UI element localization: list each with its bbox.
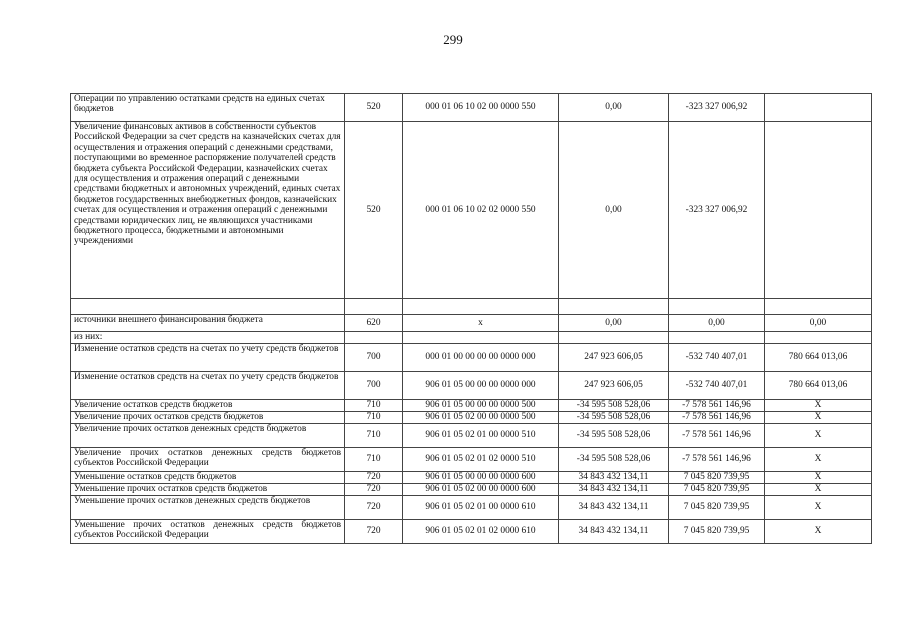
- row-executed-cell: -7 578 561 146,96: [669, 412, 765, 424]
- row-line-code-cell: [345, 299, 403, 315]
- row-line-code-cell: 710: [345, 448, 403, 472]
- table-row: [71, 520, 872, 544]
- row-budget-code-cell: x: [403, 315, 559, 332]
- row-not-executed-cell: X: [765, 400, 872, 412]
- row-name-cell: Увеличение прочих остатков денежных средств бюджетов: [71, 424, 345, 448]
- row-executed-cell: -7 578 561 146,96: [669, 448, 765, 472]
- row-line-code-cell: [345, 332, 403, 344]
- row-approved-cell: -34 595 508 528,06: [559, 412, 669, 424]
- row-executed-cell: -323 327 006,92: [669, 94, 765, 122]
- row-name-cell: Увеличение финансовых активов в собственности субъектов Российской Федерации за счет средств на казначейских счетах для осуществления и отражения операций с денежными средствами, поступающими во временное распоряжение получателей средств бюджета субъекта Российской Федерации, казначейских счетах для осуществления и отражения операций с денежными средствами бюджетных и автономных учреждений, единых счетах бюджетов государственных внебюджетных фондов, казначейских счетах для осуществления и отражения операций с денежными средствами юридических лиц, не являющихся участниками бюджетного процесса, бюджетными и автономными учреждениями: [71, 122, 345, 299]
- row-budget-code-cell: 000 01 06 10 02 02 0000 550: [403, 122, 559, 299]
- row-executed-cell: 7 045 820 739,95: [669, 520, 765, 544]
- row-approved-cell: -34 595 508 528,06: [559, 424, 669, 448]
- row-not-executed-cell: X: [765, 472, 872, 484]
- row-not-executed-cell: 780 664 013,06: [765, 344, 872, 372]
- row-line-code-cell: 520: [345, 94, 403, 122]
- row-line-code-cell: 720: [345, 472, 403, 484]
- row-line-code-cell: 710: [345, 424, 403, 448]
- row-not-executed-cell: X: [765, 448, 872, 472]
- row-budget-code-cell: 906 01 05 00 00 00 0000 600: [403, 472, 559, 484]
- table-row: [71, 484, 872, 496]
- table-body: [71, 94, 872, 544]
- row-executed-cell: -7 578 561 146,96: [669, 400, 765, 412]
- row-line-code-cell: 720: [345, 520, 403, 544]
- row-executed-cell: -323 327 006,92: [669, 122, 765, 299]
- row-budget-code-cell: [403, 332, 559, 344]
- row-line-code-cell: 700: [345, 344, 403, 372]
- row-name-cell: Увеличение прочих остатков денежных средств бюджетов субъектов Российской Федерации: [71, 448, 345, 472]
- row-executed-cell: -7 578 561 146,96: [669, 424, 765, 448]
- row-not-executed-cell: [765, 299, 872, 315]
- row-line-code-cell: 710: [345, 412, 403, 424]
- row-line-code-cell: 700: [345, 372, 403, 400]
- row-budget-code-cell: 906 01 05 02 00 00 0000 600: [403, 484, 559, 496]
- table-row: [71, 94, 872, 122]
- row-not-executed-cell: [765, 94, 872, 122]
- row-budget-code-cell: 906 01 05 00 00 00 0000 500: [403, 400, 559, 412]
- row-name-cell: Уменьшение прочих остатков средств бюджетов: [71, 484, 345, 496]
- row-name-cell: Изменение остатков средств на счетах по учету средств бюджетов: [71, 344, 345, 372]
- table-row: [71, 496, 872, 520]
- row-approved-cell: 34 843 432 134,11: [559, 484, 669, 496]
- row-approved-cell: 0,00: [559, 315, 669, 332]
- row-name-cell: Уменьшение прочих остатков денежных средств бюджетов: [71, 496, 345, 520]
- row-name-cell: из них:: [71, 332, 345, 344]
- row-not-executed-cell: 0,00: [765, 315, 872, 332]
- row-budget-code-cell: 906 01 05 02 00 00 0000 500: [403, 412, 559, 424]
- row-name-cell: Увеличение прочих остатков средств бюджетов: [71, 412, 345, 424]
- row-executed-cell: 7 045 820 739,95: [669, 496, 765, 520]
- row-name-cell: Операции по управлению остатками средств на единых счетах бюджетов: [71, 94, 345, 122]
- row-executed-cell: 7 045 820 739,95: [669, 472, 765, 484]
- sources-financing-table: [70, 93, 872, 544]
- row-not-executed-cell: 780 664 013,06: [765, 372, 872, 400]
- row-approved-cell: [559, 299, 669, 315]
- page-number: 299: [443, 32, 463, 47]
- row-budget-code-cell: 906 01 05 00 00 00 0000 000: [403, 372, 559, 400]
- row-approved-cell: 247 923 606,05: [559, 372, 669, 400]
- row-budget-code-cell: 906 01 05 02 01 00 0000 610: [403, 496, 559, 520]
- table-row: [71, 424, 872, 448]
- row-approved-cell: 34 843 432 134,11: [559, 496, 669, 520]
- row-name-cell: Изменение остатков средств на счетах по учету средств бюджетов: [71, 372, 345, 400]
- row-executed-cell: -532 740 407,01: [669, 372, 765, 400]
- row-not-executed-cell: X: [765, 484, 872, 496]
- row-executed-cell: [669, 299, 765, 315]
- row-line-code-cell: 620: [345, 315, 403, 332]
- row-name-cell: Уменьшение остатков средств бюджетов: [71, 472, 345, 484]
- table-row: [71, 344, 872, 372]
- row-executed-cell: 0,00: [669, 315, 765, 332]
- row-name-cell: Увеличение остатков средств бюджетов: [71, 400, 345, 412]
- table-row: [71, 122, 872, 299]
- table-row: [71, 448, 872, 472]
- table-row: [71, 400, 872, 412]
- row-approved-cell: 0,00: [559, 94, 669, 122]
- row-not-executed-cell: X: [765, 520, 872, 544]
- row-name-cell: источники внешнего финансирования бюджета: [71, 315, 345, 332]
- row-approved-cell: 0,00: [559, 122, 669, 299]
- row-budget-code-cell: 000 01 06 10 02 00 0000 550: [403, 94, 559, 122]
- row-approved-cell: 34 843 432 134,11: [559, 472, 669, 484]
- table-row: [71, 332, 872, 344]
- table-row: [71, 372, 872, 400]
- row-executed-cell: [669, 332, 765, 344]
- row-line-code-cell: 720: [345, 484, 403, 496]
- row-name-cell: Уменьшение прочих остатков денежных средств бюджетов субъектов Российской Федерации: [71, 520, 345, 544]
- row-not-executed-cell: X: [765, 424, 872, 448]
- row-not-executed-cell: X: [765, 496, 872, 520]
- row-not-executed-cell: X: [765, 412, 872, 424]
- row-not-executed-cell: [765, 122, 872, 299]
- row-name-cell: [71, 299, 345, 315]
- row-approved-cell: -34 595 508 528,06: [559, 448, 669, 472]
- row-budget-code-cell: 906 01 05 02 01 02 0000 610: [403, 520, 559, 544]
- row-executed-cell: -532 740 407,01: [669, 344, 765, 372]
- row-line-code-cell: 720: [345, 496, 403, 520]
- table-row: [71, 412, 872, 424]
- row-budget-code-cell: 906 01 05 02 01 00 0000 510: [403, 424, 559, 448]
- table-row: [71, 472, 872, 484]
- table-row: [71, 299, 872, 315]
- row-not-executed-cell: [765, 332, 872, 344]
- row-approved-cell: -34 595 508 528,06: [559, 400, 669, 412]
- row-budget-code-cell: 000 01 00 00 00 00 0000 000: [403, 344, 559, 372]
- row-executed-cell: 7 045 820 739,95: [669, 484, 765, 496]
- row-line-code-cell: 710: [345, 400, 403, 412]
- row-budget-code-cell: 906 01 05 02 01 02 0000 510: [403, 448, 559, 472]
- row-line-code-cell: 520: [345, 122, 403, 299]
- table-row: [71, 315, 872, 332]
- row-approved-cell: 247 923 606,05: [559, 344, 669, 372]
- row-approved-cell: [559, 332, 669, 344]
- row-approved-cell: 34 843 432 134,11: [559, 520, 669, 544]
- row-budget-code-cell: [403, 299, 559, 315]
